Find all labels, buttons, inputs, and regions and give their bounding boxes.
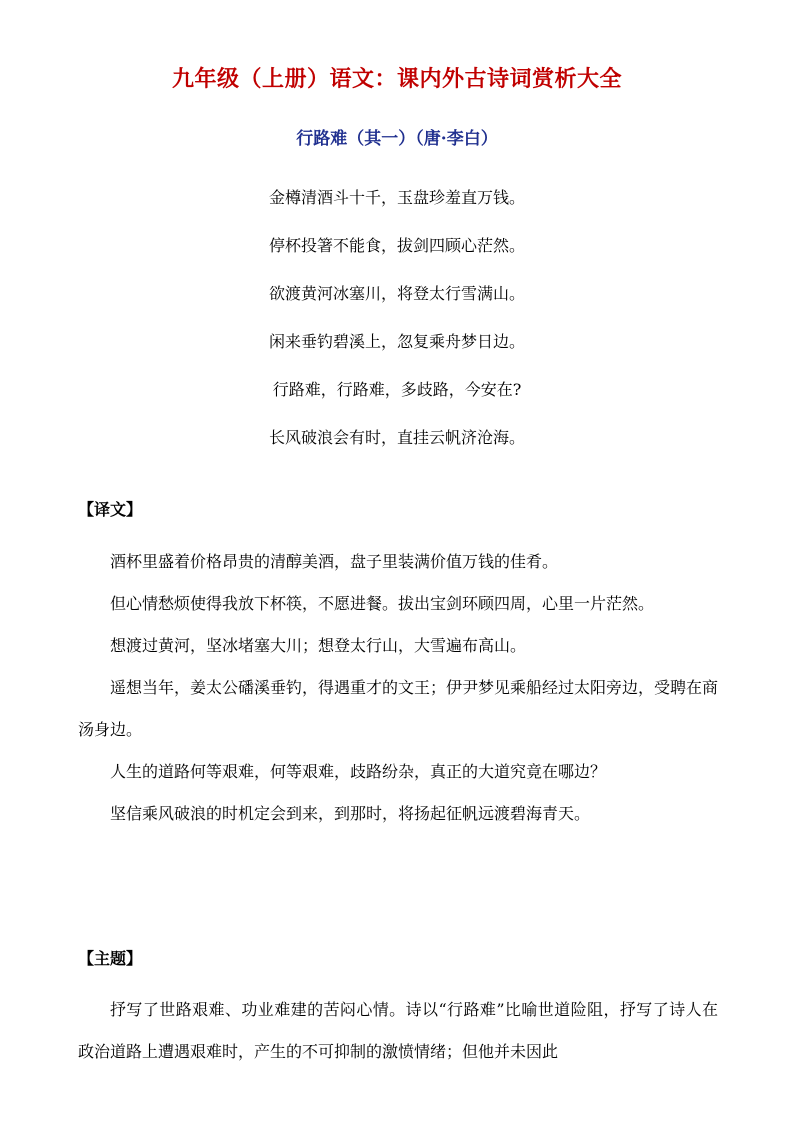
poem-line: 欲渡黄河冰塞川，将登太行雪满山。 [268, 284, 525, 303]
translation-paragraph: 但心情愁烦使得我放下杯筷，不愿进餐。拔出宝剑环顾四周，心里一片茫然。 [110, 594, 655, 613]
document-title: 九年级（上册）语文：课内外古诗词赏析大全 [171, 66, 622, 92]
translation-heading: 【译文】 [78, 500, 143, 519]
translation-paragraph: 遥想当年，姜太公磻溪垂钓，得遇重才的文王；伊尹梦见乘船经过太阳旁边，受聘在商汤身边。 [78, 678, 719, 739]
poem-line: 停杯投箸不能食，拔剑四顾心茫然。 [268, 236, 525, 255]
translation-body [78, 541, 718, 835]
poem-line: 金樽清酒斗十千，玉盘珍羞直万钱。 [268, 188, 525, 207]
theme-heading: 【主题】 [78, 949, 143, 968]
poem-body [0, 186, 794, 474]
translation-paragraph: 人生的道路何等艰难，何等艰难，歧路纷杂，真正的大道究竟在哪边？ [110, 762, 607, 781]
theme-paragraph: 抒写了世路艰难、功业难建的苦闷心情。诗以“行路难”比喻世道险阻，抒写了诗人在政治道路上遭遇艰难时，产生的不可抑制的激愤情绪；但他并未因此 [78, 1000, 718, 1061]
poem-line: 行路难，行路难，多歧路，今安在? [272, 380, 522, 399]
translation-paragraph: 酒杯里盛着价格昂贵的清醇美酒，盘子里装满价值万钱的佳肴。 [110, 552, 559, 571]
poem-line: 长风破浪会有时，直挂云帆济沧海。 [268, 428, 525, 447]
poem-title: 行路难（其一）（唐·李白） [296, 129, 498, 149]
translation-paragraph: 坚信乘风破浪的时机定会到来，到那时，将扬起征帆远渡碧海青天。 [110, 804, 591, 823]
theme-body [78, 989, 718, 1073]
translation-paragraph: 想渡过黄河，坚冰堵塞大川；想登太行山，大雪遍布高山。 [110, 636, 527, 655]
poem-line: 闲来垂钓碧溪上，忽复乘舟梦日边。 [268, 332, 525, 351]
